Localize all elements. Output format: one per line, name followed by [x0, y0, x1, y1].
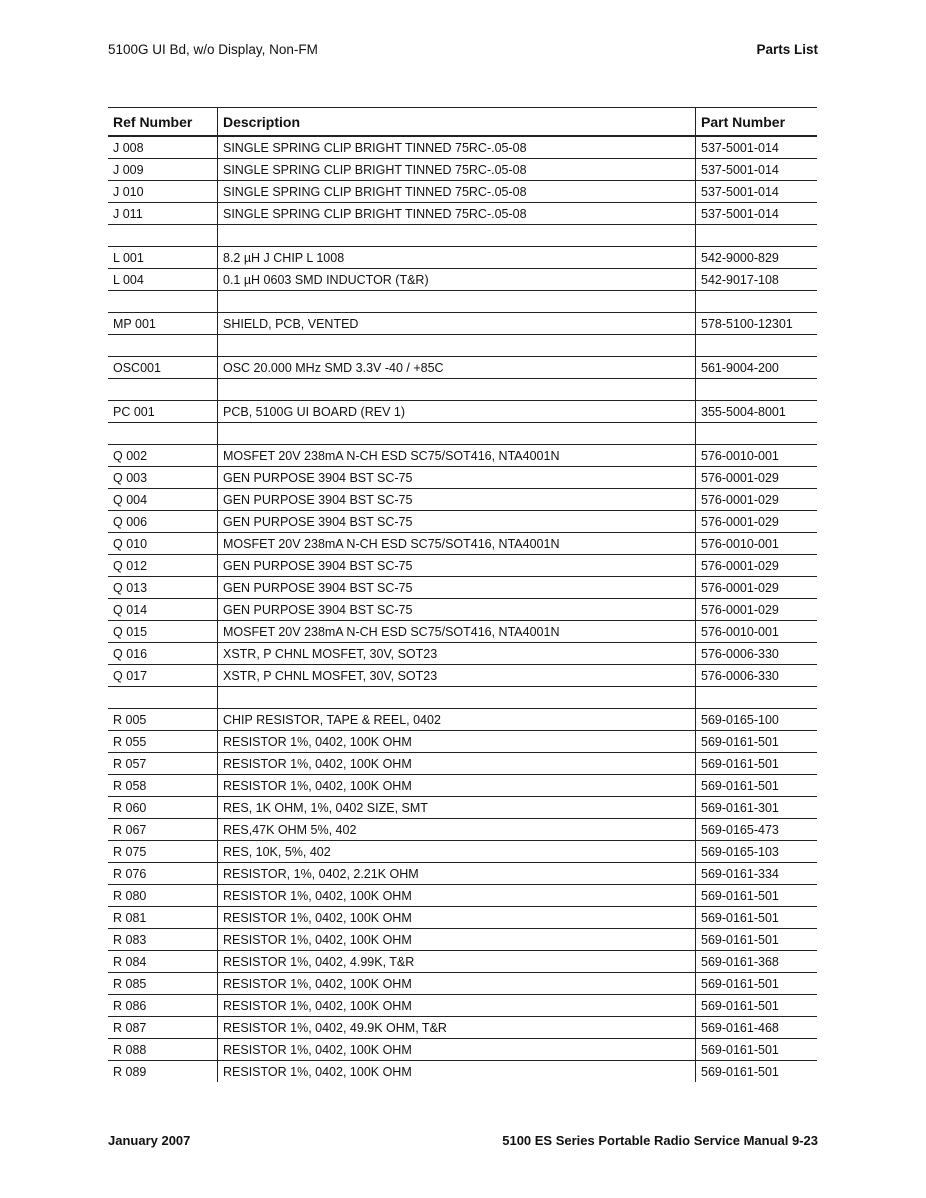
table-row — [108, 225, 817, 247]
part-number-cell: 537-5001-014 — [696, 136, 818, 159]
ref-number-cell: Q 004 — [108, 489, 218, 511]
part-number-cell — [696, 335, 818, 357]
ref-number-cell: R 088 — [108, 1039, 218, 1061]
table-row — [108, 885, 817, 907]
column-header-description: Description — [218, 108, 696, 137]
description-cell: RES, 1K OHM, 1%, 0402 SIZE, SMT — [218, 797, 696, 819]
part-number-cell: 576-0006-330 — [696, 643, 818, 665]
description-cell: RESISTOR 1%, 0402, 100K OHM — [218, 753, 696, 775]
part-number-cell: 569-0161-501 — [696, 907, 818, 929]
ref-number-cell: R 086 — [108, 995, 218, 1017]
table-header-row — [108, 108, 817, 137]
description-cell: RESISTOR 1%, 0402, 100K OHM — [218, 929, 696, 951]
description-cell: RESISTOR 1%, 0402, 49.9K OHM, T&R — [218, 1017, 696, 1039]
part-number-cell — [696, 687, 818, 709]
part-number-cell: 537-5001-014 — [696, 181, 818, 203]
running-header-title: 5100G UI Bd, w/o Display, Non-FM — [108, 42, 318, 57]
part-number-cell: 569-0161-501 — [696, 885, 818, 907]
part-number-cell: 537-5001-014 — [696, 203, 818, 225]
description-cell: 0.1 µH 0603 SMD INDUCTOR (T&R) — [218, 269, 696, 291]
part-number-cell: 576-0001-029 — [696, 511, 818, 533]
part-number-cell: 537-5001-014 — [696, 159, 818, 181]
ref-number-cell: L 001 — [108, 247, 218, 269]
description-cell: XSTR, P CHNL MOSFET, 30V, SOT23 — [218, 665, 696, 687]
footer-manual-title: 5100 ES Series Portable Radio Service Manual 9-23 — [502, 1133, 818, 1148]
ref-number-cell: Q 014 — [108, 599, 218, 621]
ref-number-cell: Q 016 — [108, 643, 218, 665]
table-row — [108, 203, 817, 225]
description-cell: SINGLE SPRING CLIP BRIGHT TINNED 75RC-.05-08 — [218, 159, 696, 181]
table-row — [108, 1039, 817, 1061]
part-number-cell: 355-5004-8001 — [696, 401, 818, 423]
part-number-cell: 569-0161-368 — [696, 951, 818, 973]
ref-number-cell: R 085 — [108, 973, 218, 995]
description-cell: SINGLE SPRING CLIP BRIGHT TINNED 75RC-.05-08 — [218, 136, 696, 159]
part-number-cell: 576-0001-029 — [696, 489, 818, 511]
part-number-cell: 569-0161-501 — [696, 1061, 818, 1083]
table-row — [108, 687, 817, 709]
table-row — [108, 731, 817, 753]
description-cell: GEN PURPOSE 3904 BST SC-75 — [218, 489, 696, 511]
table-row — [108, 489, 817, 511]
column-header-ref-number: Ref Number — [108, 108, 218, 137]
table-row — [108, 599, 817, 621]
footer-date: January 2007 — [108, 1133, 191, 1148]
part-number-cell: 569-0161-501 — [696, 973, 818, 995]
part-number-cell: 569-0161-334 — [696, 863, 818, 885]
part-number-cell: 576-0010-001 — [696, 533, 818, 555]
ref-number-cell — [108, 225, 218, 247]
description-cell: RESISTOR 1%, 0402, 100K OHM — [218, 995, 696, 1017]
part-number-cell: 569-0161-501 — [696, 995, 818, 1017]
table-row — [108, 423, 817, 445]
description-cell: MOSFET 20V 238mA N-CH ESD SC75/SOT416, NTA4001N — [218, 533, 696, 555]
table-row — [108, 819, 817, 841]
ref-number-cell: R 081 — [108, 907, 218, 929]
part-number-cell: 576-0010-001 — [696, 445, 818, 467]
ref-number-cell: Q 003 — [108, 467, 218, 489]
description-cell: 8.2 µH J CHIP L 1008 — [218, 247, 696, 269]
table-row — [108, 577, 817, 599]
table-row — [108, 1061, 817, 1083]
table-row — [108, 313, 817, 335]
description-cell: GEN PURPOSE 3904 BST SC-75 — [218, 555, 696, 577]
ref-number-cell: Q 015 — [108, 621, 218, 643]
description-cell — [218, 423, 696, 445]
part-number-cell: 576-0006-330 — [696, 665, 818, 687]
ref-number-cell: MP 001 — [108, 313, 218, 335]
table-row — [108, 621, 817, 643]
description-cell — [218, 687, 696, 709]
description-cell: RES, 10K, 5%, 402 — [218, 841, 696, 863]
table-row — [108, 159, 817, 181]
ref-number-cell: J 011 — [108, 203, 218, 225]
part-number-cell: 542-9017-108 — [696, 269, 818, 291]
ref-number-cell: R 076 — [108, 863, 218, 885]
part-number-cell — [696, 225, 818, 247]
description-cell: OSC 20.000 MHz SMD 3.3V -40 / +85C — [218, 357, 696, 379]
table-row — [108, 863, 817, 885]
part-number-cell: 569-0161-501 — [696, 731, 818, 753]
table-row — [108, 445, 817, 467]
description-cell: GEN PURPOSE 3904 BST SC-75 — [218, 511, 696, 533]
description-cell: GEN PURPOSE 3904 BST SC-75 — [218, 599, 696, 621]
ref-number-cell — [108, 687, 218, 709]
description-cell: RESISTOR, 1%, 0402, 2.21K OHM — [218, 863, 696, 885]
description-cell: PCB, 5100G UI BOARD (REV 1) — [218, 401, 696, 423]
ref-number-cell — [108, 423, 218, 445]
description-cell: RESISTOR 1%, 0402, 100K OHM — [218, 885, 696, 907]
description-cell: RESISTOR 1%, 0402, 100K OHM — [218, 1061, 696, 1083]
ref-number-cell — [108, 379, 218, 401]
table-row — [108, 335, 817, 357]
part-number-cell: 569-0161-501 — [696, 1039, 818, 1061]
table-row — [108, 995, 817, 1017]
part-number-cell: 576-0001-029 — [696, 599, 818, 621]
description-cell: SINGLE SPRING CLIP BRIGHT TINNED 75RC-.05-08 — [218, 181, 696, 203]
table-row — [108, 665, 817, 687]
table-row — [108, 467, 817, 489]
ref-number-cell: R 067 — [108, 819, 218, 841]
part-number-cell: 569-0161-501 — [696, 929, 818, 951]
column-header-part-number: Part Number — [696, 108, 818, 137]
ref-number-cell: R 080 — [108, 885, 218, 907]
part-number-cell: 576-0001-029 — [696, 577, 818, 599]
ref-number-cell: J 009 — [108, 159, 218, 181]
table-row — [108, 136, 817, 159]
table-row — [108, 643, 817, 665]
table-row — [108, 841, 817, 863]
description-cell: SINGLE SPRING CLIP BRIGHT TINNED 75RC-.05-08 — [218, 203, 696, 225]
table-row — [108, 709, 817, 731]
description-cell: RESISTOR 1%, 0402, 100K OHM — [218, 973, 696, 995]
table-row — [108, 511, 817, 533]
ref-number-cell: R 058 — [108, 775, 218, 797]
ref-number-cell: L 004 — [108, 269, 218, 291]
description-cell — [218, 225, 696, 247]
description-cell — [218, 335, 696, 357]
ref-number-cell: R 057 — [108, 753, 218, 775]
table-body — [108, 136, 817, 1082]
ref-number-cell: J 010 — [108, 181, 218, 203]
ref-number-cell: R 005 — [108, 709, 218, 731]
table-row — [108, 269, 817, 291]
table-row — [108, 247, 817, 269]
ref-number-cell: Q 006 — [108, 511, 218, 533]
ref-number-cell: Q 012 — [108, 555, 218, 577]
description-cell: RES,47K OHM 5%, 402 — [218, 819, 696, 841]
description-cell: GEN PURPOSE 3904 BST SC-75 — [218, 577, 696, 599]
description-cell: MOSFET 20V 238mA N-CH ESD SC75/SOT416, NTA4001N — [218, 445, 696, 467]
table-row — [108, 357, 817, 379]
part-number-cell — [696, 291, 818, 313]
description-cell: GEN PURPOSE 3904 BST SC-75 — [218, 467, 696, 489]
table-row — [108, 291, 817, 313]
part-number-cell: 561-9004-200 — [696, 357, 818, 379]
ref-number-cell: R 087 — [108, 1017, 218, 1039]
table-row — [108, 907, 817, 929]
table-row — [108, 973, 817, 995]
ref-number-cell: OSC001 — [108, 357, 218, 379]
parts-list-table — [108, 107, 817, 1082]
part-number-cell: 569-0165-100 — [696, 709, 818, 731]
description-cell: MOSFET 20V 238mA N-CH ESD SC75/SOT416, NTA4001N — [218, 621, 696, 643]
description-cell: SHIELD, PCB, VENTED — [218, 313, 696, 335]
description-cell: CHIP RESISTOR, TAPE & REEL, 0402 — [218, 709, 696, 731]
ref-number-cell: Q 002 — [108, 445, 218, 467]
ref-number-cell: R 083 — [108, 929, 218, 951]
part-number-cell: 569-0165-103 — [696, 841, 818, 863]
ref-number-cell: R 055 — [108, 731, 218, 753]
part-number-cell: 578-5100-12301 — [696, 313, 818, 335]
table-row — [108, 951, 817, 973]
table-row — [108, 797, 817, 819]
description-cell: RESISTOR 1%, 0402, 100K OHM — [218, 907, 696, 929]
description-cell: XSTR, P CHNL MOSFET, 30V, SOT23 — [218, 643, 696, 665]
part-number-cell: 569-0161-501 — [696, 775, 818, 797]
description-cell: RESISTOR 1%, 0402, 100K OHM — [218, 731, 696, 753]
table-row — [108, 181, 817, 203]
part-number-cell: 569-0165-473 — [696, 819, 818, 841]
part-number-cell: 576-0001-029 — [696, 467, 818, 489]
table-row — [108, 1017, 817, 1039]
part-number-cell: 576-0001-029 — [696, 555, 818, 577]
ref-number-cell: R 075 — [108, 841, 218, 863]
table-row — [108, 929, 817, 951]
part-number-cell: 542-9000-829 — [696, 247, 818, 269]
ref-number-cell: Q 010 — [108, 533, 218, 555]
part-number-cell — [696, 379, 818, 401]
table-row — [108, 533, 817, 555]
ref-number-cell: R 089 — [113, 1064, 147, 1079]
part-number-cell: 569-0161-301 — [696, 797, 818, 819]
ref-number-cell: PC 001 — [108, 401, 218, 423]
table-row — [108, 401, 817, 423]
description-cell: RESISTOR 1%, 0402, 100K OHM — [218, 1039, 696, 1061]
ref-number-cell: J 008 — [108, 136, 218, 159]
table-row — [108, 753, 817, 775]
part-number-cell: 569-0161-501 — [696, 753, 818, 775]
ref-number-cell: R 060 — [108, 797, 218, 819]
part-number-cell — [696, 423, 818, 445]
running-header-section: Parts List — [756, 42, 818, 57]
description-cell — [218, 379, 696, 401]
ref-number-cell: Q 013 — [108, 577, 218, 599]
ref-number-cell: Q 017 — [108, 665, 218, 687]
description-cell — [218, 291, 696, 313]
table-row — [108, 555, 817, 577]
ref-number-cell: R 084 — [108, 951, 218, 973]
ref-number-cell — [108, 335, 218, 357]
ref-number-cell — [108, 291, 218, 313]
description-cell: RESISTOR 1%, 0402, 4.99K, T&R — [218, 951, 696, 973]
part-number-cell: 576-0010-001 — [696, 621, 818, 643]
table-row — [108, 775, 817, 797]
description-cell: RESISTOR 1%, 0402, 100K OHM — [218, 775, 696, 797]
part-number-cell: 569-0161-468 — [696, 1017, 818, 1039]
table-row — [108, 379, 817, 401]
